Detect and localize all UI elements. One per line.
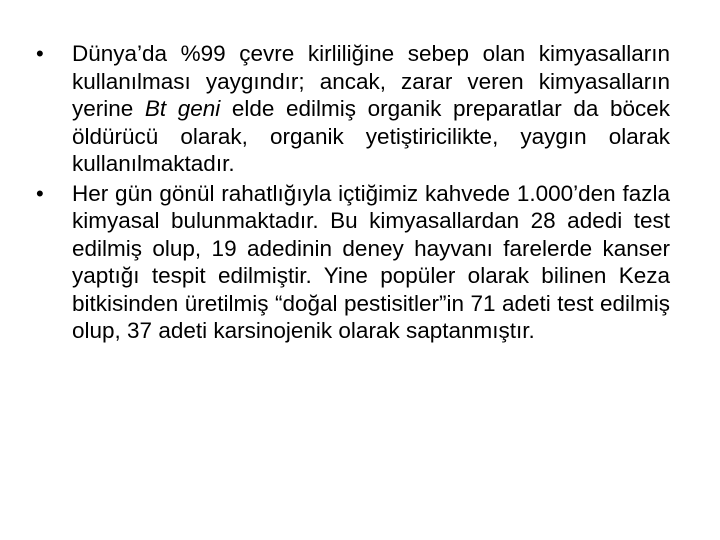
bullet-item-pesticides	[34, 40, 670, 178]
bullet-list	[34, 40, 670, 345]
bullet-text-part: Dünya’da %99 çevre kirliliğine sebep olan kimyasalların kullanılması yaygındır; ancak, zarar veren kimyasalların yerine	[72, 41, 670, 121]
bullet-dot-icon: •	[36, 180, 44, 206]
bullet-dot-icon: •	[36, 41, 44, 66]
bullet-text-part: elde edilmiş organik preparatlar da böcek öldürücü olarak, organik yetiştiricilikte, yaygın olarak kullanılmaktadır.	[72, 96, 670, 176]
bullet-text-italic: Bt geni	[144, 96, 221, 121]
bullet-text: Her gün gönül rahatlığıyla içtiğimiz kahvede 1.000’den fazla kimyasal bulunmaktadır. Bu kimyasallardan 28 adedi test edilmiş olup, 19 adedinin deney hayvanı farelerde kanser yaptığı tespit edilmiştir. Yine popüler olarak bilinen Keza bitkisinden üretilmiş “doğal pestisitler”in 71 adeti test edilmiş olup, 37 adeti karsinojenik olarak saptanmıştır.	[72, 180, 670, 343]
bullet-item-coffee	[34, 180, 670, 345]
